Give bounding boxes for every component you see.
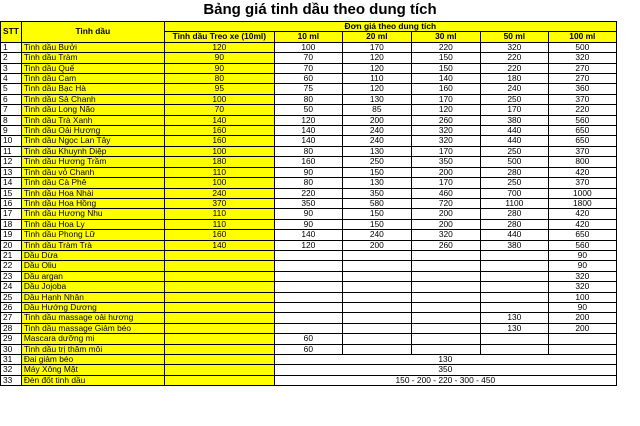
table-row <box>1 105 617 115</box>
row-stt: 2 <box>1 53 22 63</box>
row-name: Tinh dầu Ngọc Lan Tây <box>21 136 164 146</box>
price-cell: 1800 <box>548 198 616 208</box>
row-name: Tinh dầu Sả Chanh <box>21 94 164 104</box>
price-cell <box>548 344 616 354</box>
price-cell <box>480 334 548 344</box>
table-row <box>1 53 617 63</box>
table-header <box>1 22 617 43</box>
row-name: Tinh dầu vỏ Chanh <box>21 167 164 177</box>
price-cell: 120 <box>274 115 342 125</box>
price-cell <box>164 271 274 281</box>
price-cell <box>342 313 411 323</box>
price-cell: 650 <box>548 136 616 146</box>
row-name: Tinh dầu Tràm <box>21 53 164 63</box>
price-cell: 80 <box>274 178 342 188</box>
price-cell <box>164 282 274 292</box>
price-cell: 250 <box>480 178 548 188</box>
table-row <box>1 167 617 177</box>
row-name: Tinh dầu Oải Hương <box>21 126 164 136</box>
price-cell: 280 <box>480 209 548 219</box>
price-cell: 70 <box>164 105 274 115</box>
row-name: Tinh dầu Hoa Nhài <box>21 188 164 198</box>
row-stt: 24 <box>1 282 22 292</box>
header-name: Tinh dầu <box>21 22 164 43</box>
row-stt: 17 <box>1 209 22 219</box>
price-cell: 270 <box>548 63 616 73</box>
row-name: Tinh dầu Tràm Trà <box>21 240 164 250</box>
price-cell: 130 <box>480 323 548 333</box>
price-cell: 320 <box>548 53 616 63</box>
price-cell: 240 <box>164 188 274 198</box>
price-cell: 150 <box>342 167 411 177</box>
table-row <box>1 63 617 73</box>
header-group: Đơn giá theo dung tích <box>164 22 616 32</box>
price-cell: 160 <box>274 157 342 167</box>
row-name: Tinh dầu Bạc Hà <box>21 84 164 94</box>
price-cell <box>164 375 274 385</box>
price-cell <box>342 271 411 281</box>
price-cell: 120 <box>342 84 411 94</box>
row-stt: 26 <box>1 302 22 312</box>
price-cell: 120 <box>274 240 342 250</box>
price-cell: 320 <box>548 271 616 281</box>
header-col: Tinh dầu Treo xe (10ml) <box>164 32 274 42</box>
price-cell: 140 <box>164 115 274 125</box>
price-cell: 250 <box>480 94 548 104</box>
price-cell: 370 <box>548 178 616 188</box>
table-row <box>1 42 617 52</box>
price-cell: 170 <box>411 146 480 156</box>
table-row <box>1 115 617 125</box>
table-row <box>1 261 617 271</box>
row-stt: 4 <box>1 74 22 84</box>
price-cell: 560 <box>548 240 616 250</box>
price-cell <box>164 261 274 271</box>
price-cell <box>480 250 548 260</box>
price-cell: 420 <box>548 209 616 219</box>
price-cell: 90 <box>548 250 616 260</box>
row-stt: 18 <box>1 219 22 229</box>
price-cell: 140 <box>411 74 480 84</box>
price-cell <box>274 292 342 302</box>
price-span-cell: 130 <box>274 355 616 365</box>
row-name: Dầu Dừa <box>21 250 164 260</box>
row-name: Tinh dầu Khuynh Diệp <box>21 146 164 156</box>
row-stt: 10 <box>1 136 22 146</box>
price-cell: 160 <box>164 230 274 240</box>
row-name: Tinh dầu Hoa Hồng <box>21 198 164 208</box>
price-cell <box>274 302 342 312</box>
price-cell: 70 <box>274 63 342 73</box>
table-row <box>1 240 617 250</box>
row-stt: 32 <box>1 365 22 375</box>
price-cell: 650 <box>548 126 616 136</box>
header-col: 20 ml <box>342 32 411 42</box>
price-cell: 200 <box>411 219 480 229</box>
page-title: Bảng giá tinh dầu theo dung tích <box>203 1 437 18</box>
price-cell: 140 <box>274 136 342 146</box>
price-cell: 200 <box>548 313 616 323</box>
price-cell <box>164 313 274 323</box>
price-cell: 440 <box>480 126 548 136</box>
price-cell: 170 <box>480 105 548 115</box>
price-cell: 240 <box>480 84 548 94</box>
price-cell: 250 <box>342 157 411 167</box>
header-col: 10 ml <box>274 32 342 42</box>
price-cell: 80 <box>274 146 342 156</box>
table-row <box>1 136 617 146</box>
row-stt: 14 <box>1 178 22 188</box>
price-span-cell: 350 <box>274 365 616 375</box>
price-cell: 320 <box>411 136 480 146</box>
price-cell <box>480 261 548 271</box>
row-stt: 29 <box>1 334 22 344</box>
price-cell: 200 <box>342 240 411 250</box>
price-cell <box>548 334 616 344</box>
price-cell: 130 <box>480 313 548 323</box>
row-name: Dầu argan <box>21 271 164 281</box>
price-cell <box>480 271 548 281</box>
price-cell <box>411 261 480 271</box>
row-stt: 1 <box>1 42 22 52</box>
price-cell <box>342 334 411 344</box>
row-name: Dầu Hướng Dương <box>21 302 164 312</box>
price-span-cell: 150 - 200 - 220 - 300 - 450 <box>274 375 616 385</box>
price-cell: 150 <box>411 53 480 63</box>
table-row <box>1 94 617 104</box>
row-stt: 7 <box>1 105 22 115</box>
table-row <box>1 74 617 84</box>
table-row <box>1 313 617 323</box>
price-cell: 180 <box>164 157 274 167</box>
price-cell: 120 <box>342 53 411 63</box>
table-row <box>1 209 617 219</box>
price-cell: 100 <box>164 146 274 156</box>
price-cell: 350 <box>274 198 342 208</box>
row-stt: 31 <box>1 355 22 365</box>
row-stt: 16 <box>1 198 22 208</box>
table-row <box>1 126 617 136</box>
row-name: Tinh dầu Quế <box>21 63 164 73</box>
price-cell <box>274 261 342 271</box>
price-cell: 80 <box>164 74 274 84</box>
price-cell: 90 <box>274 209 342 219</box>
row-name: Tinh dầu Trà Xanh <box>21 115 164 125</box>
price-cell: 500 <box>548 42 616 52</box>
price-cell: 440 <box>480 230 548 240</box>
price-cell: 170 <box>411 178 480 188</box>
row-stt: 11 <box>1 146 22 156</box>
price-cell: 85 <box>342 105 411 115</box>
price-cell <box>480 302 548 312</box>
price-cell <box>164 292 274 302</box>
price-cell: 420 <box>548 167 616 177</box>
price-cell: 260 <box>411 240 480 250</box>
price-cell: 90 <box>164 63 274 73</box>
price-cell <box>411 302 480 312</box>
price-cell <box>411 344 480 354</box>
table-row <box>1 146 617 156</box>
price-cell: 90 <box>274 167 342 177</box>
price-cell: 120 <box>342 63 411 73</box>
row-name: Dầu Jojoba <box>21 282 164 292</box>
price-cell: 370 <box>548 94 616 104</box>
price-cell <box>411 271 480 281</box>
row-stt: 6 <box>1 94 22 104</box>
table-row <box>1 157 617 167</box>
price-cell: 280 <box>480 167 548 177</box>
price-cell: 180 <box>480 74 548 84</box>
row-name: Tinh dầu Cam <box>21 74 164 84</box>
price-cell: 420 <box>548 219 616 229</box>
price-cell: 60 <box>274 74 342 84</box>
row-stt: 21 <box>1 250 22 260</box>
price-cell: 150 <box>342 209 411 219</box>
price-cell: 140 <box>274 126 342 136</box>
price-cell: 70 <box>274 53 342 63</box>
price-cell <box>342 344 411 354</box>
price-cell <box>274 313 342 323</box>
price-cell: 200 <box>342 115 411 125</box>
price-cell: 220 <box>480 53 548 63</box>
price-cell <box>411 292 480 302</box>
price-cell: 140 <box>164 240 274 250</box>
row-stt: 33 <box>1 375 22 385</box>
price-cell: 200 <box>548 323 616 333</box>
price-cell: 110 <box>164 209 274 219</box>
price-cell: 220 <box>274 188 342 198</box>
price-cell: 320 <box>411 230 480 240</box>
price-cell <box>342 250 411 260</box>
price-cell: 110 <box>164 167 274 177</box>
row-name: Tinh dầu Long Não <box>21 105 164 115</box>
row-name: Tinh dầu Hương Trầm <box>21 157 164 167</box>
price-cell: 140 <box>274 230 342 240</box>
price-cell: 90 <box>548 302 616 312</box>
row-name: Tinh dầu Hương Nhu <box>21 209 164 219</box>
row-name: Dầu Oliu <box>21 261 164 271</box>
table-row <box>1 375 617 385</box>
row-name: Máy Xông Mặt <box>21 365 164 375</box>
price-cell: 75 <box>274 84 342 94</box>
price-cell <box>342 261 411 271</box>
price-cell: 170 <box>342 42 411 52</box>
row-name: Tinh dầu trị thâm môi <box>21 344 164 354</box>
price-cell <box>164 365 274 375</box>
price-cell: 1000 <box>548 188 616 198</box>
table-row <box>1 334 617 344</box>
price-cell: 360 <box>548 84 616 94</box>
row-name: Tinh dầu Bưởi <box>21 42 164 52</box>
price-cell: 160 <box>164 126 274 136</box>
price-cell: 260 <box>411 115 480 125</box>
table-body <box>1 42 617 385</box>
table-row <box>1 292 617 302</box>
row-stt: 13 <box>1 167 22 177</box>
row-name: Tinh dầu Phong Lữ <box>21 230 164 240</box>
row-stt: 23 <box>1 271 22 281</box>
price-cell: 160 <box>411 84 480 94</box>
price-cell: 60 <box>274 334 342 344</box>
row-stt: 3 <box>1 63 22 73</box>
price-cell: 130 <box>342 94 411 104</box>
price-cell: 280 <box>480 219 548 229</box>
price-cell: 95 <box>164 84 274 94</box>
table-row <box>1 365 617 375</box>
price-cell <box>164 344 274 354</box>
price-cell: 380 <box>480 115 548 125</box>
price-cell <box>164 302 274 312</box>
price-cell: 120 <box>164 42 274 52</box>
row-name: Dầu Hạnh Nhân <box>21 292 164 302</box>
price-cell: 100 <box>164 178 274 188</box>
table-row <box>1 282 617 292</box>
table-row <box>1 178 617 188</box>
price-cell: 100 <box>164 94 274 104</box>
price-cell: 700 <box>480 188 548 198</box>
price-cell: 160 <box>164 136 274 146</box>
row-name: Tinh dầu Cà Phê <box>21 178 164 188</box>
price-cell: 130 <box>342 178 411 188</box>
price-cell: 800 <box>548 157 616 167</box>
price-cell: 220 <box>480 63 548 73</box>
row-stt: 25 <box>1 292 22 302</box>
table-row <box>1 302 617 312</box>
table-row <box>1 323 617 333</box>
table-row <box>1 219 617 229</box>
price-cell <box>164 250 274 260</box>
price-cell: 80 <box>274 94 342 104</box>
row-stt: 22 <box>1 261 22 271</box>
header-stt: STT <box>1 22 22 43</box>
price-cell: 240 <box>342 230 411 240</box>
price-cell: 50 <box>274 105 342 115</box>
price-cell: 250 <box>480 146 548 156</box>
header-col: 30 ml <box>411 32 480 42</box>
price-cell: 100 <box>548 292 616 302</box>
price-cell: 460 <box>411 188 480 198</box>
price-cell: 350 <box>342 188 411 198</box>
table-row <box>1 271 617 281</box>
price-cell <box>411 282 480 292</box>
price-cell: 240 <box>342 136 411 146</box>
row-stt: 30 <box>1 344 22 354</box>
price-cell: 270 <box>548 74 616 84</box>
price-cell <box>342 323 411 333</box>
price-cell <box>480 282 548 292</box>
price-cell: 350 <box>411 157 480 167</box>
price-cell: 240 <box>342 126 411 136</box>
price-cell <box>164 355 274 365</box>
row-name: Đèn đốt tinh dầu <box>21 375 164 385</box>
price-cell: 100 <box>274 42 342 52</box>
price-cell: 720 <box>411 198 480 208</box>
row-name: Đai giảm béo <box>21 355 164 365</box>
price-cell: 380 <box>480 240 548 250</box>
price-cell <box>411 323 480 333</box>
price-cell: 220 <box>548 105 616 115</box>
header-col: 50 ml <box>480 32 548 42</box>
price-cell <box>342 302 411 312</box>
row-name: Mascara dưỡng mi <box>21 334 164 344</box>
row-stt: 8 <box>1 115 22 125</box>
price-cell: 370 <box>164 198 274 208</box>
table-row <box>1 198 617 208</box>
price-cell: 320 <box>480 42 548 52</box>
price-cell: 320 <box>548 282 616 292</box>
price-table <box>0 21 617 386</box>
price-cell <box>342 292 411 302</box>
price-cell <box>274 250 342 260</box>
price-cell <box>480 344 548 354</box>
row-name: Tinh dầu Hoa Ly <box>21 219 164 229</box>
price-cell: 650 <box>548 230 616 240</box>
row-name: Tinh dầu massage oải hương <box>21 313 164 323</box>
price-cell: 1100 <box>480 198 548 208</box>
price-cell <box>274 323 342 333</box>
row-stt: 28 <box>1 323 22 333</box>
table-row <box>1 344 617 354</box>
price-cell <box>480 292 548 302</box>
row-stt: 9 <box>1 126 22 136</box>
price-cell <box>164 323 274 333</box>
price-cell: 130 <box>342 146 411 156</box>
row-name: Tinh dầu massage Giảm béo <box>21 323 164 333</box>
row-stt: 19 <box>1 230 22 240</box>
price-cell: 90 <box>548 261 616 271</box>
row-stt: 20 <box>1 240 22 250</box>
price-cell: 120 <box>411 105 480 115</box>
table-row <box>1 355 617 365</box>
price-cell <box>342 282 411 292</box>
price-cell: 170 <box>411 94 480 104</box>
price-cell: 440 <box>480 136 548 146</box>
price-cell: 110 <box>164 219 274 229</box>
price-cell: 110 <box>342 74 411 84</box>
price-cell: 200 <box>411 167 480 177</box>
price-cell: 60 <box>274 344 342 354</box>
price-cell <box>411 334 480 344</box>
price-cell: 150 <box>342 219 411 229</box>
row-stt: 27 <box>1 313 22 323</box>
price-cell: 370 <box>548 146 616 156</box>
price-cell <box>164 334 274 344</box>
row-stt: 5 <box>1 84 22 94</box>
table-row <box>1 84 617 94</box>
price-cell: 320 <box>411 126 480 136</box>
price-cell: 580 <box>342 198 411 208</box>
price-cell <box>274 282 342 292</box>
price-cell: 560 <box>548 115 616 125</box>
table-row <box>1 250 617 260</box>
header-col: 100 ml <box>548 32 616 42</box>
row-stt: 12 <box>1 157 22 167</box>
table-row <box>1 230 617 240</box>
price-cell: 90 <box>274 219 342 229</box>
table-row <box>1 188 617 198</box>
price-cell: 220 <box>411 42 480 52</box>
price-cell <box>411 313 480 323</box>
price-cell: 150 <box>411 63 480 73</box>
price-cell <box>274 271 342 281</box>
price-cell <box>411 250 480 260</box>
row-stt: 15 <box>1 188 22 198</box>
price-cell: 90 <box>164 53 274 63</box>
price-cell: 200 <box>411 209 480 219</box>
price-cell: 500 <box>480 157 548 167</box>
